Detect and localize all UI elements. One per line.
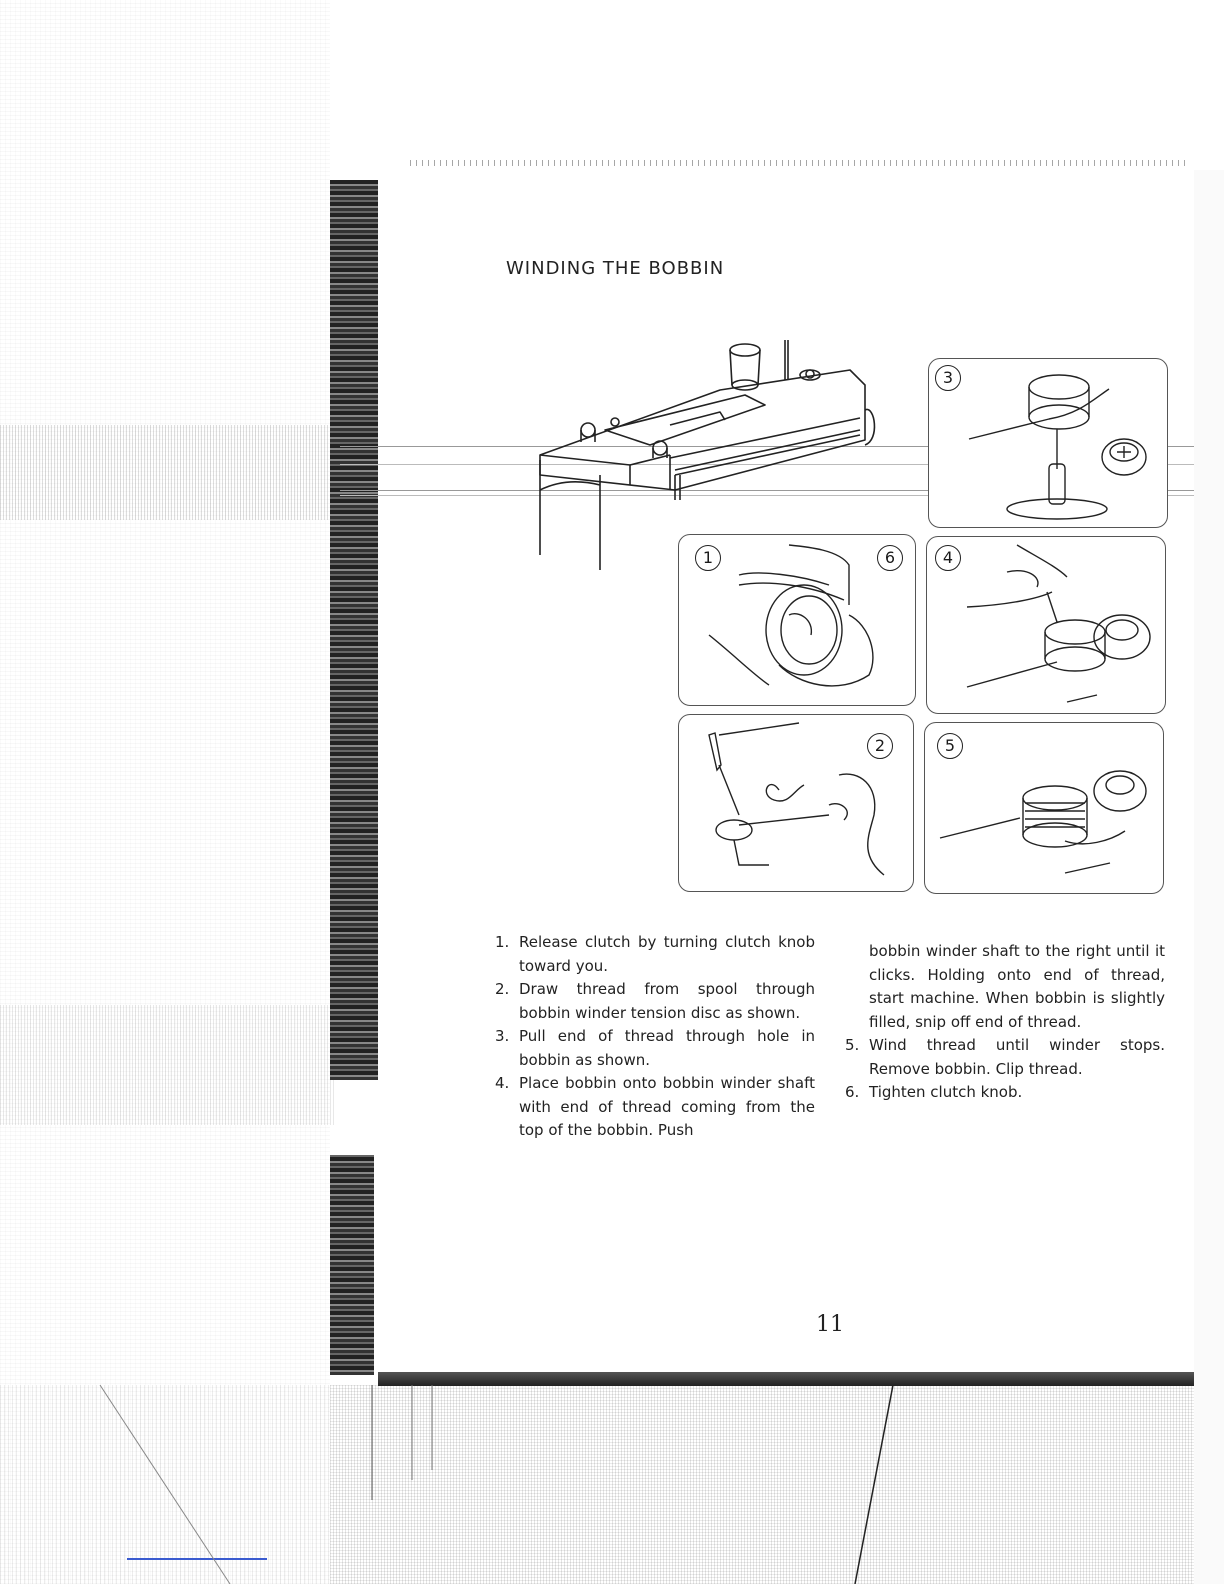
step-number-6: 6 bbox=[877, 545, 903, 571]
page-top-edge bbox=[410, 160, 1190, 166]
item-number: 5. bbox=[845, 1036, 860, 1054]
bobbin-winding-illustration bbox=[520, 330, 1200, 900]
step-number-2: 2 bbox=[867, 733, 893, 759]
instruction-item-4-continued: bobbin winder shaft to the right until it clicks. Holding onto end of thread, start machine. When bobbin is slightly filled, snip off end of thread. bbox=[869, 942, 1165, 1031]
scan-noise-bottom bbox=[0, 1385, 330, 1584]
instruction-item-3 bbox=[495, 1025, 815, 1072]
scan-noise-left bbox=[0, 0, 330, 1584]
step-number-3: 3 bbox=[935, 365, 961, 391]
illustration-panel-5 bbox=[924, 722, 1164, 894]
scan-noise-band bbox=[0, 425, 340, 520]
step-number-1: 1 bbox=[695, 545, 721, 571]
page-bottom-edge bbox=[378, 1372, 1194, 1386]
instruction-item-5 bbox=[845, 1034, 1165, 1081]
page-title: WINDING THE BOBBIN bbox=[506, 258, 725, 279]
bobbin-on-shaft-drawing bbox=[927, 537, 1165, 713]
illustration-panel-1-6 bbox=[678, 534, 916, 706]
item-text: Wind thread until winder stops. Remove bobbin. Clip thread. bbox=[869, 1036, 1165, 1078]
full-bobbin-drawing bbox=[925, 723, 1163, 893]
scan-noise-bottom bbox=[330, 1385, 1194, 1584]
item-number: 6. bbox=[845, 1083, 860, 1101]
underline-mark bbox=[127, 1558, 267, 1560]
instructions-left-column bbox=[495, 931, 815, 1143]
item-text: Release clutch by turning clutch knob toward you. bbox=[519, 933, 815, 975]
illustration-panel-3 bbox=[928, 358, 1168, 528]
item-text: Tighten clutch knob. bbox=[869, 1083, 1023, 1101]
item-number: 3. bbox=[495, 1027, 510, 1045]
item-text: Pull end of thread through hole in bobbin as shown. bbox=[519, 1027, 815, 1069]
scan-noise-band bbox=[0, 1005, 335, 1125]
book-spine bbox=[330, 180, 378, 1080]
item-number: 4. bbox=[495, 1074, 510, 1092]
step-number-5: 5 bbox=[937, 733, 963, 759]
instruction-item-1 bbox=[495, 931, 815, 978]
book-spine bbox=[330, 1155, 374, 1375]
instructions-right-column bbox=[845, 940, 1165, 1105]
thread-tension-drawing bbox=[679, 715, 913, 891]
illustration-panel-2 bbox=[678, 714, 914, 892]
instruction-item-4 bbox=[495, 1072, 815, 1143]
illustration-panel-4 bbox=[926, 536, 1166, 714]
item-text: Draw thread from spool through bobbin winder tension disc as shown. bbox=[519, 980, 815, 1022]
clutch-knob-drawing bbox=[679, 535, 915, 705]
instruction-item-6 bbox=[845, 1081, 1165, 1105]
item-number: 1. bbox=[495, 933, 510, 951]
page-number: 11 bbox=[816, 1312, 844, 1337]
step-number-4: 4 bbox=[935, 545, 961, 571]
instruction-item-2 bbox=[495, 978, 815, 1025]
item-text: Place bobbin onto bobbin winder shaft with end of thread coming from the top of the bobbin. Push bbox=[519, 1074, 815, 1139]
bobbin-threading-drawing bbox=[929, 359, 1167, 527]
item-number: 2. bbox=[495, 980, 510, 998]
